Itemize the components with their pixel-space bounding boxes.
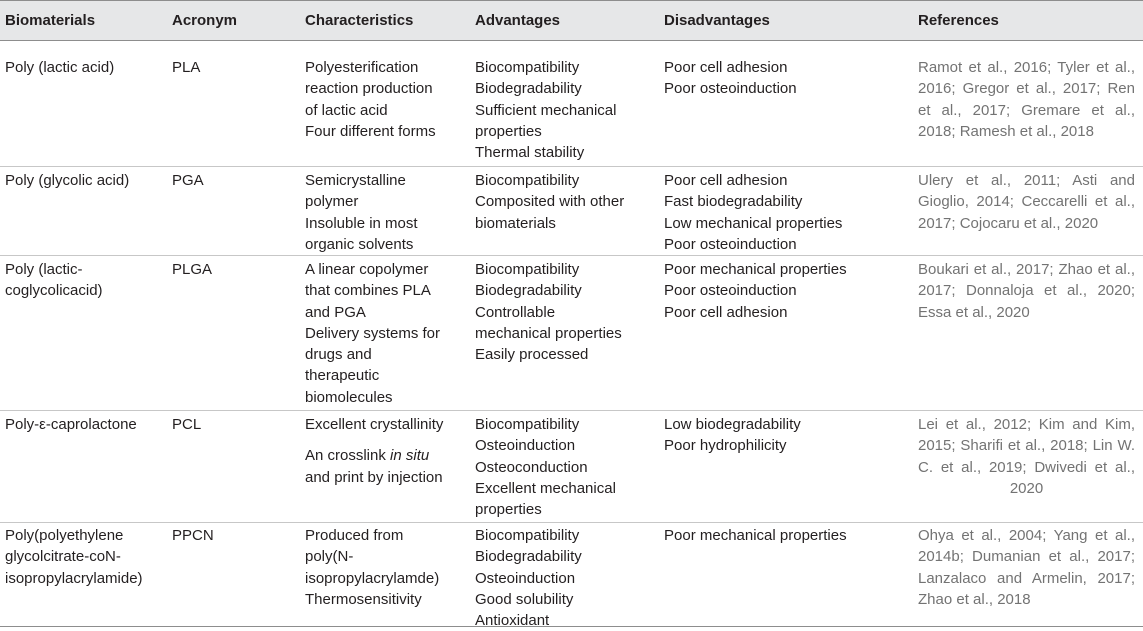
table-row: [0, 255, 1143, 411]
advantages-cell: Biocompatibility Biodegradability Sufficient mechanical properties Thermal stability: [475, 59, 617, 162]
characteristics-cell: Semicrystalline polymer Insoluble in most organic solvents: [305, 172, 418, 253]
header-advantages: Advantages: [475, 12, 561, 29]
acronym-cell: PCL: [172, 416, 202, 433]
advantages-cell: Biocompatibility Osteoinduction Osteoconduction Excellent mechanical properties: [475, 416, 616, 519]
header-references: References: [918, 12, 999, 29]
references-cell: Lei et al., 2012; Kim and Kim, 2015; Sharifi et al., 2018; Lin W. C. et al., 2019; Dwivedi et al., 2020: [918, 416, 1135, 497]
biomaterial-cell: Poly-ε-caprolactone: [5, 416, 137, 433]
references-cell: Boukari et al., 2017; Zhao et al., 2017; Donnaloja et al., 2020; Essa et al., 2020: [918, 261, 1135, 321]
disadvantages-cell: Poor cell adhesion Poor osteoinduction: [664, 59, 797, 98]
references-cell: Ohya et al., 2004; Yang et al., 2014b; Dumanian et al., 2017; Lanzalaco and Armelin, 2017; Zhao et al., 2018: [918, 527, 1135, 608]
advantages-cell: Biocompatibility Biodegradability Controllable mechanical properties Easily processed: [475, 261, 622, 364]
disadvantages-cell: Poor mechanical properties: [664, 527, 847, 544]
characteristics-cell: Polyesterification reaction production of lactic acid Four different forms: [305, 59, 436, 140]
header-characteristics: Characteristics: [305, 12, 414, 29]
disadvantages-cell: Poor mechanical properties Poor osteoinduction Poor cell adhesion: [664, 261, 847, 321]
biomaterial-cell: Poly (glycolic acid): [5, 172, 130, 189]
characteristics-cell: Excellent crystallinity An crosslink in situ and print by injection: [305, 416, 444, 486]
acronym-cell: PPCN: [172, 527, 214, 544]
table-row: [0, 522, 1143, 630]
acronym-cell: PLGA: [172, 261, 213, 278]
characteristics-cell: A linear copolymer that combines PLA and PGA Delivery systems for drugs and therapeutic biomolecules: [305, 261, 441, 406]
biomaterial-cell: Poly (lactic acid): [5, 59, 115, 76]
biomaterial-cell: Poly(polyethylene glycolcitrate-coN- isopropylacrylamide): [5, 527, 143, 587]
characteristics-cell: Produced from poly(N- isopropylacrylamde) Thermosensitivity: [305, 527, 440, 608]
table-header: [0, 0, 1143, 41]
advantages-cell: Biocompatibility Composited with other biomaterials: [475, 172, 625, 232]
acronym-cell: PGA: [172, 172, 204, 189]
disadvantages-cell: Low biodegradability Poor hydrophilicity: [664, 416, 801, 455]
header-disadvantages: Disadvantages: [664, 12, 770, 29]
acronym-cell: PLA: [172, 59, 201, 76]
table-row: [0, 41, 1143, 167]
references-cell: Ramot et al., 2016; Tyler et al., 2016; Gregor et al., 2017; Ren et al., 2017; Gremare et al., 2018; Ramesh et al., 2018: [918, 59, 1135, 140]
header-biomaterials: Biomaterials: [5, 12, 96, 29]
biomaterial-cell: Poly (lactic- coglycolicacid): [5, 261, 103, 300]
advantages-cell: Biocompatibility Biodegradability Osteoinduction Good solubility Antioxidant: [475, 527, 582, 630]
header-acronym: Acronym: [172, 12, 238, 29]
table-row: [0, 166, 1143, 256]
table-row: [0, 410, 1143, 523]
references-cell: Ulery et al., 2011; Asti and Gioglio, 2014; Ceccarelli et al., 2017; Cojocaru et al., 2020: [918, 172, 1135, 232]
disadvantages-cell: Poor cell adhesion Fast biodegradability Low mechanical properties Poor osteoinduction: [664, 172, 843, 253]
